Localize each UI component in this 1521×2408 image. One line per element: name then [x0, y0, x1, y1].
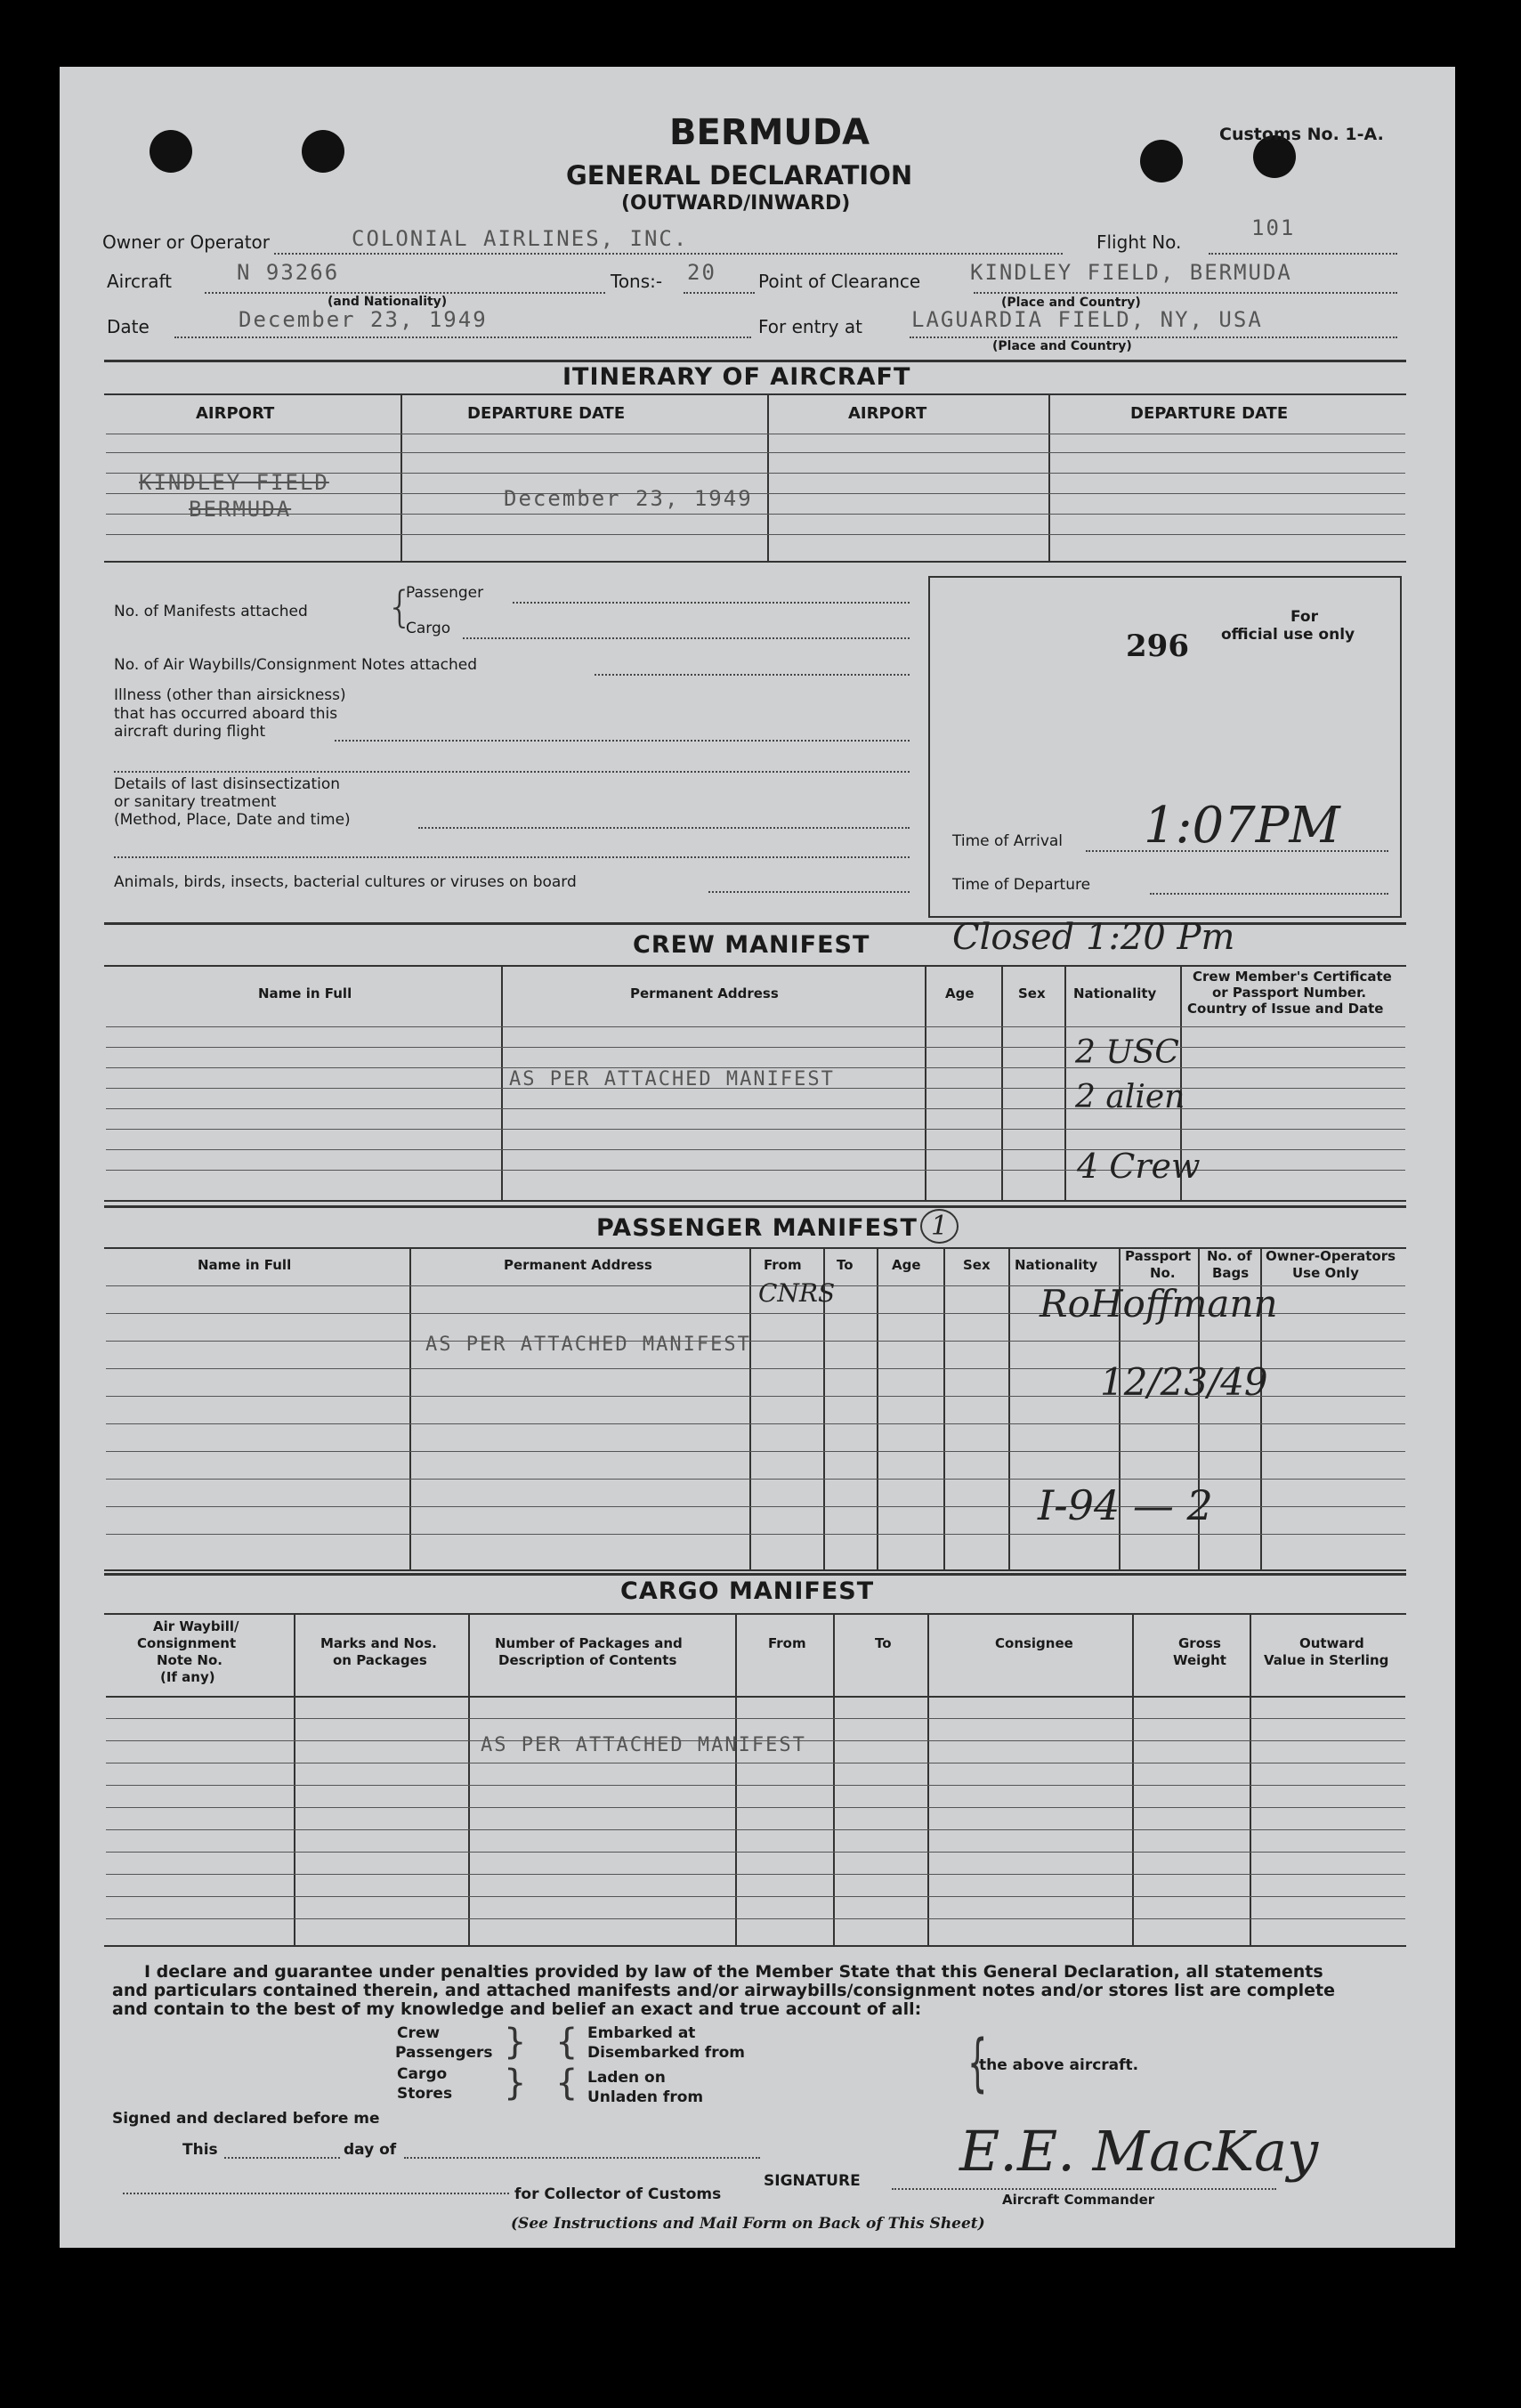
animals-label: Animals, birds, insects, bacterial cultures or viruses on board — [114, 873, 577, 891]
entry-label: For entry at — [758, 316, 862, 337]
cargo-col-packages-1: Number of Packages and — [495, 1635, 683, 1651]
cargo-col-marks-1: Marks and Nos. — [320, 1635, 437, 1651]
crew-col-cert-3: Country of Issue and Date — [1187, 1001, 1384, 1017]
decl-disembarked: Disembarked from — [587, 2044, 745, 2062]
crew-col-age: Age — [945, 985, 975, 1001]
punch-hole-right — [1140, 140, 1183, 182]
decl-passengers: Passengers — [395, 2044, 493, 2062]
passenger-col-passport-1: Passport — [1125, 1248, 1192, 1264]
manifests-label: No. of Manifests attached — [114, 603, 308, 620]
cargo-col-packages-2: Description of Contents — [498, 1652, 677, 1668]
passenger-col-from: From — [764, 1257, 802, 1273]
disinsect-label-2: or sanitary treatment — [114, 793, 277, 811]
punch-hole-left-2 — [302, 130, 344, 173]
passenger-col-nationality: Nationality — [1015, 1257, 1098, 1273]
date-label: Date — [107, 316, 150, 337]
place-note: (Place and Country) — [1001, 296, 1141, 310]
cargo-col-gross-2: Weight — [1173, 1652, 1226, 1668]
crew-note-1: 2 USC — [1075, 1034, 1179, 1071]
itinerary-title: ITINERARY OF AIRCRAFT — [562, 363, 911, 391]
waybills-label: No. of Air Waybills/Consignment Notes attached — [114, 656, 477, 674]
place-note-2: (Place and Country) — [992, 339, 1132, 353]
declaration-line-2: and particulars contained therein, and attached manifests and/or airwaybills/consignment notes and/or stores list are complete — [112, 1981, 1335, 2000]
form-number: Customs No. 1-A. — [1219, 125, 1384, 144]
decl-collector: for Collector of Customs — [514, 2185, 722, 2203]
passenger-date-note: 12/23/49 — [1100, 1360, 1268, 1404]
owner-value: COLONIAL AIRLINES, INC. — [352, 226, 689, 251]
decl-signed: Signed and declared before me — [112, 2110, 380, 2128]
form-subtitle: GENERAL DECLARATION — [566, 160, 913, 191]
decl-above-aircraft: the above aircraft. — [979, 2056, 1139, 2074]
passenger-signature-note: RoHoffmann — [1040, 1282, 1278, 1326]
itinerary-col-departure-2: DEPARTURE DATE — [1130, 404, 1289, 423]
crew-title: CREW MANIFEST — [633, 931, 870, 959]
passenger-col-bags-1: No. of — [1207, 1248, 1252, 1264]
arrival-label: Time of Arrival — [952, 832, 1064, 850]
crew-col-cert-2: or Passport Number. — [1212, 985, 1367, 1001]
passenger-col-owner-1: Owner-Operators — [1266, 1248, 1396, 1264]
cargo-col-from: From — [768, 1635, 806, 1651]
crew-col-sex: Sex — [1018, 985, 1046, 1001]
passenger-col-bags-2: Bags — [1212, 1265, 1250, 1281]
crew-note-2: 2 alien — [1075, 1079, 1185, 1115]
cargo-col-consignee: Consignee — [995, 1635, 1073, 1651]
decl-signature-label: SIGNATURE — [764, 2172, 861, 2190]
decl-commander: Aircraft Commander — [1002, 2192, 1155, 2208]
cargo-col-value-2: Value in Sterling — [1264, 1652, 1389, 1668]
crew-attached: AS PER ATTACHED MANIFEST — [509, 1068, 835, 1090]
cargo-col-waybill-4: (If any) — [160, 1669, 215, 1685]
passenger-col-passport-2: No. — [1150, 1265, 1176, 1281]
cargo-col-value-1: Outward — [1299, 1635, 1364, 1651]
disinsect-label-1: Details of last disinsectization — [114, 775, 341, 793]
passenger-col-owner-2: Use Only — [1292, 1265, 1359, 1281]
clearance-value: KINDLEY FIELD, BERMUDA — [970, 260, 1292, 285]
official-use-label-1: For — [1290, 608, 1318, 626]
tons-label: Tons:- — [611, 271, 663, 292]
manifests-passenger-label: Passenger — [406, 584, 484, 602]
declaration-line-3: and contain to the best of my knowledge and belief an exact and true account of all: — [112, 1999, 922, 2019]
cargo-title: CARGO MANIFEST — [620, 1577, 875, 1605]
decl-day-of: day of — [344, 2141, 397, 2159]
itinerary-col-airport-2: AIRPORT — [848, 404, 927, 423]
form-title: BERMUDA — [669, 112, 870, 153]
itinerary-col-departure: DEPARTURE DATE — [467, 404, 626, 423]
footer-note: (See Instructions and Mail Form on Back of This Sheet) — [511, 2215, 985, 2233]
cargo-col-waybill-1: Air Waybill/ — [153, 1618, 239, 1634]
itinerary-col-airport: AIRPORT — [196, 404, 275, 423]
itinerary-airport-2: BERMUDA — [189, 497, 292, 522]
form-direction: (OUTWARD/INWARD) — [621, 192, 851, 215]
passenger-cnrs-note: CNRS — [758, 1278, 836, 1308]
cargo-col-waybill-3: Note No. — [157, 1652, 222, 1668]
decl-laden: Laden on — [587, 2069, 666, 2087]
crew-closed-note: Closed 1:20 Pm — [952, 917, 1235, 958]
disinsect-label-3: (Method, Place, Date and time) — [114, 811, 351, 829]
crew-col-address: Permanent Address — [630, 985, 779, 1001]
passenger-col-age: Age — [892, 1257, 921, 1273]
decl-unladen: Unladen from — [587, 2088, 704, 2106]
passenger-title: PASSENGER MANIFEST — [596, 1214, 918, 1242]
commander-signature: E.E. MacKay — [959, 2119, 1319, 2184]
passenger-i94-note: I-94 — 2 — [1038, 1481, 1213, 1529]
passenger-col-address: Permanent Address — [504, 1257, 652, 1273]
flight-label: Flight No. — [1096, 231, 1182, 253]
cargo-col-marks-2: on Packages — [333, 1652, 427, 1668]
illness-label-2: that has occurred aboard this — [114, 705, 338, 723]
official-use-label-2: official use only — [1221, 626, 1355, 644]
decl-embarked: Embarked at — [587, 2024, 696, 2042]
manifests-cargo-label: Cargo — [406, 620, 451, 637]
decl-stores: Stores — [397, 2085, 453, 2103]
cargo-col-gross-1: Gross — [1178, 1635, 1221, 1651]
cargo-col-to: To — [875, 1635, 892, 1651]
declaration-line-1: I declare and guarantee under penalties provided by law of the Member State that this General Declaration, all statements — [144, 1962, 1323, 1982]
arrival-value: 1:07PM — [1144, 797, 1340, 855]
owner-label: Owner or Operator — [102, 231, 270, 253]
crew-col-nationality: Nationality — [1073, 985, 1157, 1001]
tons-value: 20 — [687, 260, 716, 285]
punch-hole-left — [150, 130, 192, 173]
date-value: December 23, 1949 — [239, 307, 488, 332]
cargo-col-waybill-2: Consignment — [137, 1635, 237, 1651]
stamp-number: 296 — [1126, 628, 1189, 664]
illness-label-3: aircraft during flight — [114, 723, 266, 741]
aircraft-label: Aircraft — [107, 271, 173, 292]
flight-value: 101 — [1251, 215, 1296, 240]
departure-time-label: Time of Departure — [952, 876, 1091, 894]
illness-label-1: Illness (other than airsickness) — [114, 686, 346, 704]
passenger-circled-count: 1 — [920, 1209, 959, 1244]
passenger-col-to: To — [837, 1257, 854, 1273]
passenger-col-name: Name in Full — [198, 1257, 292, 1273]
crew-col-cert-1: Crew Member's Certificate — [1193, 969, 1392, 985]
cargo-attached: AS PER ATTACHED MANIFEST — [481, 1734, 806, 1756]
itinerary-departure-date: December 23, 1949 — [504, 486, 753, 511]
entry-value: LAGUARDIA FIELD, NY, USA — [911, 307, 1263, 332]
passenger-attached: AS PER ATTACHED MANIFEST — [425, 1334, 751, 1356]
clearance-label: Point of Clearance — [758, 271, 921, 292]
nationality-note: (and Nationality) — [328, 295, 448, 309]
crew-note-3: 4 Crew — [1077, 1147, 1201, 1186]
decl-cargo: Cargo — [397, 2065, 448, 2083]
passenger-col-sex: Sex — [963, 1257, 991, 1273]
itinerary-airport-1: KINDLEY FIELD — [139, 470, 329, 495]
aircraft-value: N 93266 — [237, 260, 340, 285]
decl-this: This — [182, 2141, 218, 2159]
crew-col-name: Name in Full — [258, 985, 352, 1001]
decl-crew: Crew — [397, 2024, 441, 2042]
